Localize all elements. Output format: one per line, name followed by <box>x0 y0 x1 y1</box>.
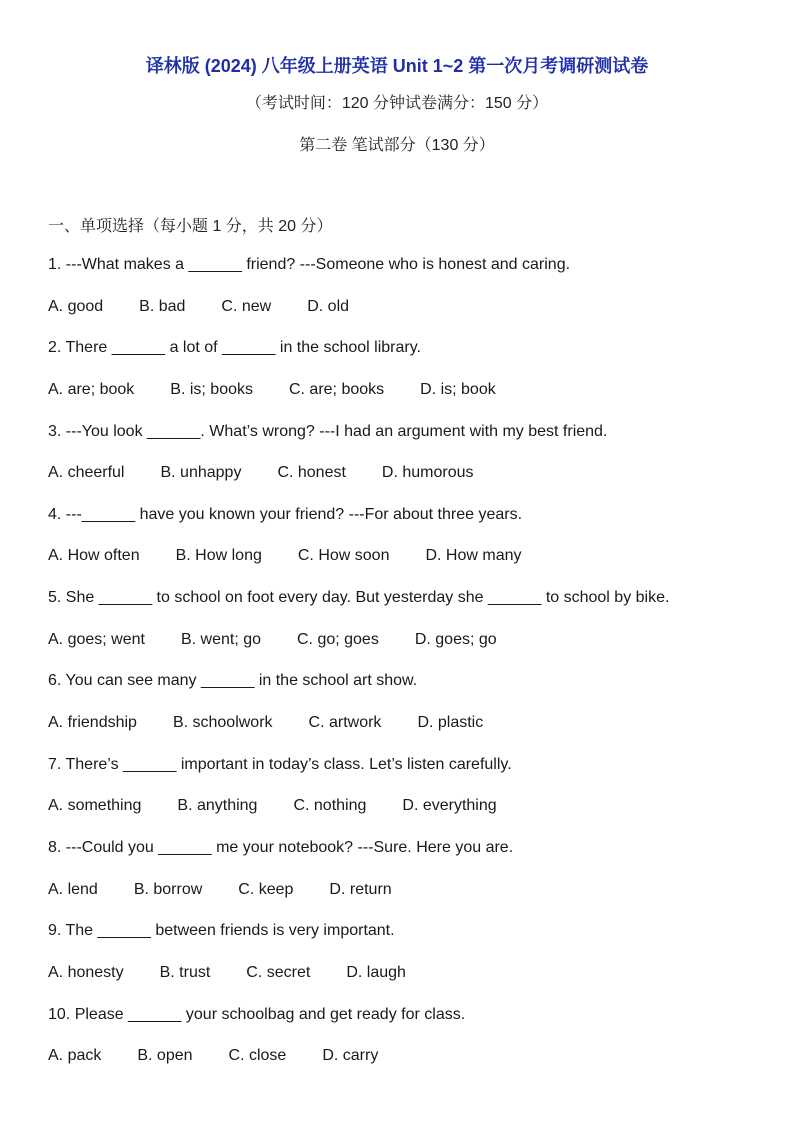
option-b: B. borrow <box>133 880 203 898</box>
option-c: C. honest <box>277 464 346 482</box>
option-a: A. cheerful <box>48 464 125 482</box>
question-list <box>48 255 768 1088</box>
option-c: C. keep <box>238 880 294 898</box>
option-d: D. laugh <box>346 963 406 981</box>
question-options <box>48 380 768 400</box>
question-4 <box>48 505 768 588</box>
question-8 <box>48 838 768 921</box>
question-3 <box>48 422 768 505</box>
option-a: A. good <box>48 297 104 315</box>
option-b: B. trust <box>159 963 211 981</box>
option-a: A. are; book <box>48 380 135 398</box>
question-1 <box>48 255 768 338</box>
option-c: C. secret <box>246 963 311 981</box>
question-6 <box>48 671 768 754</box>
option-d: D. everything <box>402 797 497 815</box>
question-stem: 5. She ______ to school on foot every day. But yesterday she ______ to school by bike. <box>48 589 670 607</box>
option-c: C. close <box>228 1047 287 1065</box>
question-stem: 4. ---______ have you known your friend? ---For about three years. <box>48 505 523 523</box>
option-b: B. schoolwork <box>172 713 273 731</box>
question-options <box>48 796 768 816</box>
question-2 <box>48 338 768 421</box>
question-stem: 2. There ______ a lot of ______ in the school library. <box>48 339 421 357</box>
option-d: D. goes; go <box>414 630 497 648</box>
option-d: D. old <box>307 297 350 315</box>
question-7 <box>48 755 768 838</box>
option-c: C. How soon <box>297 547 390 565</box>
question-options <box>48 880 768 900</box>
question-stem: 7. There’s ______ important in today’s class. Let’s listen carefully. <box>48 755 512 773</box>
option-b: B. is; books <box>170 380 253 398</box>
option-a: A. goes; went <box>48 630 145 648</box>
option-c: C. are; books <box>288 380 385 398</box>
question-stem: 6. You can see many ______ in the school art show. <box>48 672 418 690</box>
question-options <box>48 1046 768 1066</box>
option-b: B. anything <box>177 797 258 815</box>
option-c: C. new <box>221 297 272 315</box>
question-9 <box>48 921 768 1004</box>
option-d: D. humorous <box>381 464 474 482</box>
option-b: B. bad <box>139 297 186 315</box>
question-stem: 9. The ______ between friends is very important. <box>48 922 395 940</box>
question-stem: 3. ---You look ______. What’s wrong? ---I had an argument with my best friend. <box>48 422 608 440</box>
question-stem: 8. ---Could you ______ me your notebook? ---Sure. Here you are. <box>48 839 514 857</box>
option-d: D. plastic <box>417 713 484 731</box>
question-options <box>48 463 768 483</box>
question-options <box>48 297 768 317</box>
question-stem: 10. Please ______ your schoolbag and get ready for class. <box>48 1005 466 1023</box>
question-options <box>48 630 768 650</box>
question-10 <box>48 1005 768 1088</box>
question-options <box>48 546 768 566</box>
part-heading: 第二卷 笔试部分（130 分） <box>299 137 495 154</box>
exam-title: 译林版 (2024) 八年级上册英语 Unit 1~2 第一次月考调研测试卷 <box>145 56 649 76</box>
option-b: B. How long <box>175 547 262 565</box>
option-c: C. nothing <box>293 797 367 815</box>
option-c: C. go; goes <box>297 630 379 648</box>
option-d: D. return <box>329 880 392 898</box>
question-stem: 1. ---What makes a ______ friend? ---Someone who is honest and caring. <box>48 256 571 273</box>
option-b: B. went; go <box>180 630 261 648</box>
option-a: A. friendship <box>48 713 137 731</box>
option-d: D. is; book <box>420 380 496 398</box>
option-a: A. How often <box>48 547 140 565</box>
option-d: D. How many <box>425 547 522 565</box>
option-a: A. something <box>48 797 142 815</box>
option-b: B. unhappy <box>160 464 242 482</box>
question-options <box>48 713 768 733</box>
option-a: A. honesty <box>48 963 124 981</box>
question-options <box>48 963 768 983</box>
option-b: B. open <box>137 1047 193 1065</box>
option-a: A. pack <box>48 1047 102 1065</box>
option-c: C. artwork <box>308 713 382 731</box>
exam-subtitle: （考试时间：120 分钟试卷满分：150 分） <box>245 95 549 112</box>
section-heading: 一、单项选择（每小题 1 分，共 20 分） <box>48 218 333 235</box>
option-d: D. carry <box>322 1047 379 1065</box>
option-a: A. lend <box>48 880 98 898</box>
question-5 <box>48 588 768 671</box>
